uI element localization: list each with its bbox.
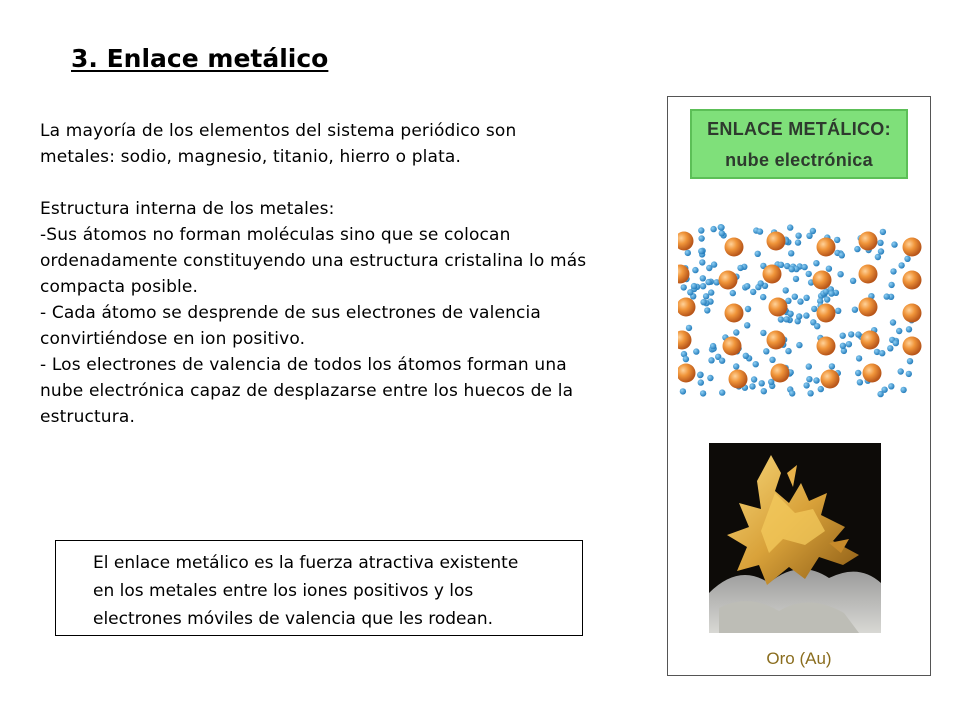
electron-dot xyxy=(848,331,854,337)
positive-ion xyxy=(723,337,742,356)
electron-dot xyxy=(803,295,809,301)
electron-dot xyxy=(745,306,751,312)
electron-dot xyxy=(698,227,704,233)
electron-dot xyxy=(806,376,812,382)
electron-dot xyxy=(737,265,743,271)
electron-dot xyxy=(796,342,802,348)
electron-dot xyxy=(744,283,750,289)
banner-subtitle: nube electrónica xyxy=(725,150,873,170)
electron-dot xyxy=(857,379,863,385)
electron-dot xyxy=(750,289,756,295)
positive-ion xyxy=(813,271,832,290)
definition-line-1: El enlace metálico es la fuerza atractiva existente xyxy=(93,553,519,573)
positive-ion xyxy=(719,271,738,290)
positive-ion xyxy=(767,232,786,251)
electron-dot xyxy=(753,361,759,367)
positive-ion xyxy=(821,370,840,389)
electron-dot xyxy=(757,228,763,234)
structure-line-2: ordenadamente constituyendo una estructura cristalina lo más xyxy=(40,251,587,271)
intro-line-2: metales: sodio, magnesio, titanio, hierro o plata. xyxy=(40,147,462,167)
electron-dot xyxy=(763,348,769,354)
electron-dot xyxy=(884,293,890,299)
electron-dot xyxy=(710,343,716,349)
electron-dot xyxy=(733,363,739,369)
electron-dot xyxy=(730,290,736,296)
positive-ion xyxy=(678,232,694,251)
electron-dot xyxy=(719,389,725,395)
gold-nugget-photo xyxy=(709,443,881,633)
electron-dot xyxy=(687,289,693,295)
electron-dot xyxy=(680,388,686,394)
electron-dot xyxy=(811,306,817,312)
electron-dot xyxy=(839,252,845,258)
electron-dot xyxy=(693,348,699,354)
positive-ion xyxy=(903,337,922,356)
electron-dot xyxy=(758,280,764,286)
positive-ion xyxy=(769,298,788,317)
electron-dot xyxy=(700,299,706,305)
positive-ion xyxy=(863,364,882,383)
electron-dot xyxy=(789,266,795,272)
electron-dot xyxy=(692,267,698,273)
electron-dot xyxy=(787,224,793,230)
electron-dot xyxy=(879,350,885,356)
electron-dot xyxy=(751,376,757,382)
positive-ion xyxy=(725,304,744,323)
positive-ion xyxy=(817,337,836,356)
electron-dot xyxy=(898,262,904,268)
electron-dot xyxy=(890,319,896,325)
electron-dot xyxy=(888,282,894,288)
electron-dot xyxy=(855,331,861,337)
electron-dot xyxy=(795,233,801,239)
electron-dot xyxy=(698,379,704,385)
electron-dot xyxy=(769,357,775,363)
positive-ion xyxy=(678,364,696,383)
electron-dot xyxy=(683,356,689,362)
slide-title: 3. Enlace metálico xyxy=(71,44,329,73)
structure-line-8: estructura. xyxy=(40,407,135,427)
electron-dot xyxy=(699,259,705,265)
electron-dot xyxy=(828,290,834,296)
electron-dot xyxy=(749,383,755,389)
electron-dot xyxy=(705,279,711,285)
electron-dot xyxy=(787,311,793,317)
electron-dot xyxy=(900,387,906,393)
electron-dot xyxy=(880,229,886,235)
definition-box xyxy=(55,540,583,636)
electron-dot xyxy=(681,284,687,290)
electron-dot xyxy=(708,289,714,295)
electron-dot xyxy=(797,298,803,304)
intro-line-1: La mayoría de los elementos del sistema periódico son xyxy=(40,121,517,141)
electron-dot xyxy=(906,326,912,332)
structure-line-1: -Sus átomos no forman moléculas sino que se colocan xyxy=(40,225,511,245)
electron-dot xyxy=(796,313,802,319)
electron-dot xyxy=(698,235,704,241)
electron-dot xyxy=(877,391,883,397)
electron-dot xyxy=(818,386,824,392)
electron-dot xyxy=(698,248,704,254)
electron-dot xyxy=(697,372,703,378)
electron-dot xyxy=(806,233,812,239)
electron-dot xyxy=(888,383,894,389)
positive-ion xyxy=(859,298,878,317)
positive-ion xyxy=(903,238,922,257)
electron-dot xyxy=(813,260,819,266)
electron-dot xyxy=(855,370,861,376)
electron-dot xyxy=(814,323,820,329)
electron-dot xyxy=(806,363,812,369)
electron-dot xyxy=(840,333,846,339)
electron-dot xyxy=(761,388,767,394)
electron-dot xyxy=(907,358,913,364)
electron-dot xyxy=(806,271,812,277)
positive-ion xyxy=(729,370,748,389)
electron-dot xyxy=(691,283,697,289)
electron-dot xyxy=(686,325,692,331)
electron-dot xyxy=(795,239,801,245)
positive-ion xyxy=(817,238,836,257)
electron-dot xyxy=(846,341,852,347)
structure-line-3: compacta posible. xyxy=(40,277,199,297)
electron-dot xyxy=(856,355,862,361)
positive-ion xyxy=(859,232,878,251)
electron-dot xyxy=(700,275,706,281)
positive-ion xyxy=(678,298,696,317)
positive-ion xyxy=(767,331,786,350)
electron-dot xyxy=(813,377,819,383)
electron-dot xyxy=(896,328,902,334)
electron-dot xyxy=(788,250,794,256)
electron-dot xyxy=(835,308,841,314)
electron-dot xyxy=(840,343,846,349)
electron-dot xyxy=(893,340,899,346)
electron-cloud-illustration xyxy=(678,223,922,399)
electron-dot xyxy=(743,353,749,359)
positive-ion xyxy=(817,304,836,323)
structure-line-4: - Cada átomo se desprende de sus electrones de valencia xyxy=(40,303,541,323)
structure-line-6: - Los electrones de valencia de todos los átomos forman una xyxy=(40,355,567,375)
figure-caption: Oro (Au) xyxy=(766,649,832,668)
electron-dot xyxy=(760,294,766,300)
electron-dot xyxy=(707,375,713,381)
figure-banner xyxy=(690,109,908,179)
electron-dot xyxy=(850,278,856,284)
structure-line-7: nube electrónica capaz de desplazarse entre los huecos de la xyxy=(40,381,574,401)
electron-dot xyxy=(719,358,725,364)
electron-dot xyxy=(792,294,798,300)
electron-dot xyxy=(718,224,724,230)
electron-dot xyxy=(703,293,709,299)
electron-dot xyxy=(744,322,750,328)
electron-dot xyxy=(852,307,858,313)
electron-dot xyxy=(904,256,910,262)
electron-dot xyxy=(759,380,765,386)
electron-dot xyxy=(711,261,717,267)
electron-dot xyxy=(700,390,706,396)
positive-ion xyxy=(763,265,782,284)
electron-dot xyxy=(783,316,789,322)
electron-dot xyxy=(875,254,881,260)
positive-ion xyxy=(859,265,878,284)
electron-dot xyxy=(785,348,791,354)
definition-line-3: electrones móviles de valencia que les rodean. xyxy=(93,609,494,629)
paragraph-gap xyxy=(40,170,680,196)
positive-ion xyxy=(678,331,692,350)
electron-dot xyxy=(783,287,789,293)
structure-heading: Estructura interna de los metales: xyxy=(40,199,335,219)
electron-dot xyxy=(877,240,883,246)
electron-dot xyxy=(760,330,766,336)
electron-dot xyxy=(708,357,714,363)
electron-dot xyxy=(887,345,893,351)
electron-dot xyxy=(710,226,716,232)
electron-dot xyxy=(789,390,795,396)
electron-dot xyxy=(755,251,761,257)
electron-dot xyxy=(906,371,912,377)
electron-dot xyxy=(793,276,799,282)
positive-ion xyxy=(725,238,744,257)
electron-dot xyxy=(700,283,706,289)
electron-dot xyxy=(807,390,813,396)
electron-dot xyxy=(778,262,784,268)
positive-ion xyxy=(903,304,922,323)
structure-line-5: convirtiéndose en ion positivo. xyxy=(40,329,306,349)
electron-dot xyxy=(878,248,884,254)
electron-dot xyxy=(733,329,739,335)
electron-dot xyxy=(891,241,897,247)
electron-dot xyxy=(778,316,784,322)
definition-line-2: en los metales entre los iones positivos y los xyxy=(93,581,474,601)
positive-ion xyxy=(861,331,880,350)
body-text xyxy=(40,118,680,430)
electron-dot xyxy=(826,266,832,272)
electron-dot xyxy=(824,296,830,302)
metallic-bond-figure xyxy=(667,96,931,676)
electron-dot xyxy=(719,230,725,236)
electron-dot xyxy=(685,250,691,256)
positive-ion xyxy=(903,271,922,290)
electron-dot xyxy=(890,268,896,274)
positive-ion xyxy=(771,364,790,383)
electron-dot xyxy=(837,271,843,277)
electron-dot xyxy=(829,363,835,369)
banner-title: ENLACE METÁLICO: xyxy=(707,119,891,139)
electron-dot xyxy=(803,382,809,388)
electron-dot xyxy=(854,246,860,252)
electron-dot xyxy=(803,312,809,318)
electron-dot xyxy=(834,237,840,243)
electron-dot xyxy=(801,264,807,270)
electron-dot xyxy=(898,368,904,374)
electron-dot xyxy=(704,307,710,313)
